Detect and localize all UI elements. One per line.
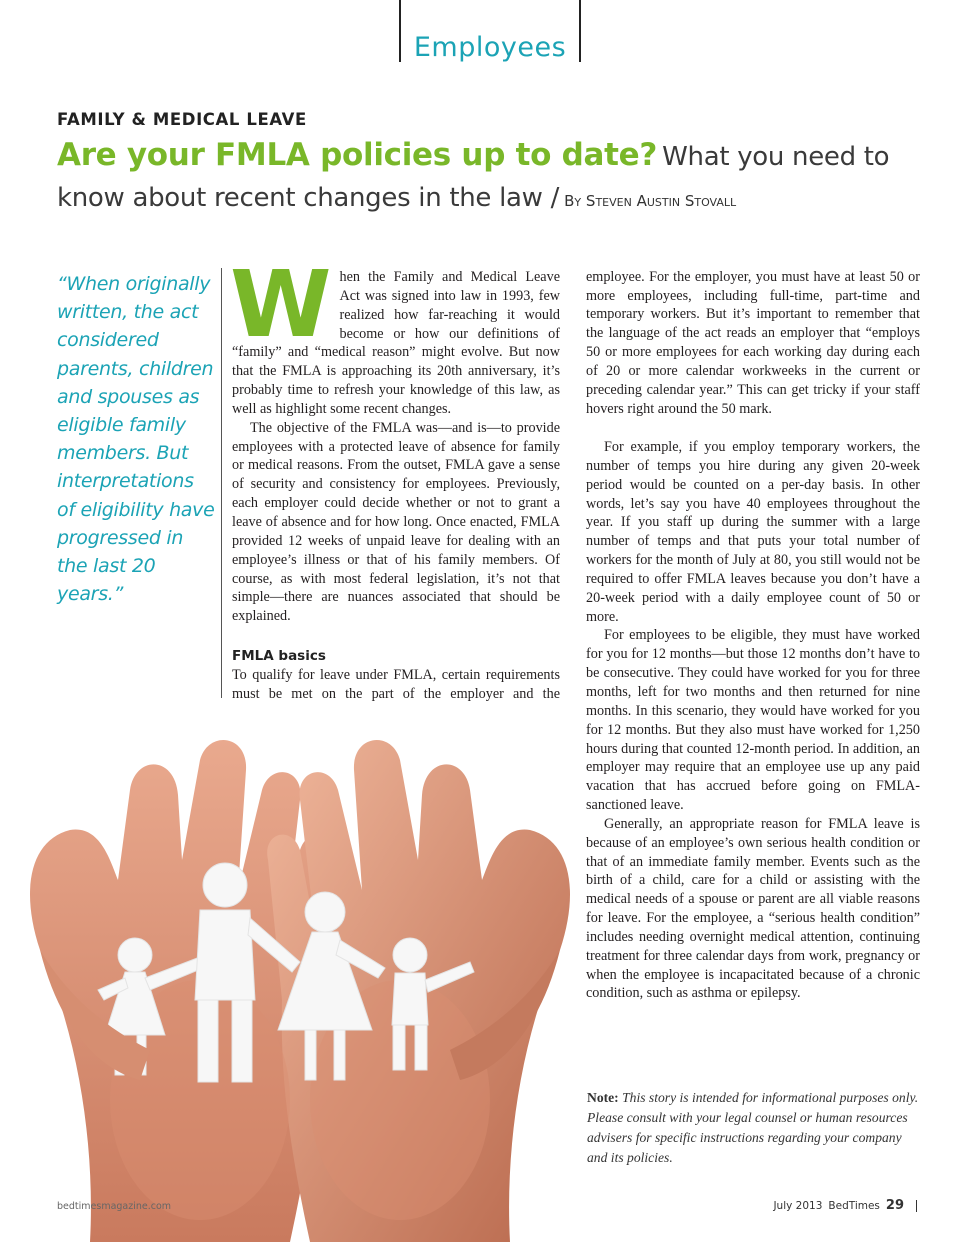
editor-note xyxy=(587,1088,922,1168)
drop-cap: W xyxy=(230,251,332,358)
pull-quote: “When originally written, the act considered parents, children and spouses as eligible family members. But interpretations of eligibility have progressed in the last 20 years.” xyxy=(57,273,215,606)
footer-issue: July 2013 xyxy=(773,1200,823,1212)
paragraph: For example, if you employ temporary workers, the number of temps you hire during any given 20-week period would be counted on a per-day basis. In other words, let’s say you have 40 employees throughout the year. If you staff up during the summer with a large number of temps and that puts your total number of workers for the month of July at 80, you still would not be required to offer FMLA leaves because you don’t have a 20-week period with a daily employee count of 50 or more. xyxy=(586,439,920,625)
headline-title: Are your FMLA policies up to date? xyxy=(57,137,658,173)
page-number: 29 xyxy=(885,1198,904,1213)
page-footer xyxy=(773,1198,917,1213)
column-divider xyxy=(221,268,222,698)
paragraph: The objective of the FMLA was—and is—to provide employees with a protected leave of absence for family or medical reasons. From the outset, FMLA gave a sense of security and consistency for employees. Previously, each employer could decide whether or not to grant a leave of absence and for how long. Once enacted, FMLA provided 12 weeks of unpaid leave for dealing with an employee’s illness or that of his family members. Of course, as with most federal legislation, it’s not that simple—there are nuances associated that should be explained. xyxy=(232,419,560,625)
article-column-2 xyxy=(586,268,920,1003)
note-label: Note: xyxy=(587,1090,619,1105)
hands-family-illustration xyxy=(0,700,600,1242)
subhead: FMLA basics xyxy=(232,648,326,665)
section-label: Employees xyxy=(413,32,567,63)
paragraph: Generally, an appropriate reason for FMLA leave is because of an employee’s own serious health condition or that of an immediate family member. Events such as the birth of a child, care for a child or assisting with the medical needs of a spouse or parent are all viable reasons for leave. For the employee, a “serious health condition” includes needing overnight medical attention, continuing treatment for three calendar days from work, pregnancy or when the employee is incapacitated because of a chronic condition, such as asthma or epilepsy. xyxy=(586,815,920,1002)
footer-magazine: BedTimes xyxy=(828,1200,880,1212)
headline xyxy=(57,136,917,221)
kicker: FAMILY & MEDICAL LEAVE xyxy=(57,110,307,129)
byline: By Steven Austin Stovall xyxy=(564,192,737,210)
headline-deck: What you need to know about recent changes in the law / xyxy=(57,142,890,213)
paragraph-continued-text: employee. For the employer, you must have at least 50 or more employees, including full-time, part-time and temporary workers. But it’s important to remember that the language of the act reads an employer that “employs 50 or more employees for each working day during each of 20 or more calendar workweeks in the current or preceding calendar year.” This can get tricky if your staff hovers right around the 50 mark. xyxy=(586,268,920,417)
paragraph-continued xyxy=(586,268,920,438)
paragraph-intro-text: hen the Family and Medical Leave Act was signed into law in 1993, few realized how far-reaching it would become or how our definitions of “family” and “medical reason” might evolve. But now that the FMLA is approaching its 20th anniversary, it’s probably time to refresh your knowledge of this law, as well as highlight some recent changes. xyxy=(232,269,560,417)
note-text: This story is intended for informational purposes only. Please consult with your legal counsel or human resources advisers for specific instructions regarding your company and its policies. xyxy=(587,1090,919,1165)
paragraph-intro xyxy=(230,251,560,419)
footer-website: bedtimesmagazine.com xyxy=(57,1201,172,1212)
paragraph: For employees to be eligible, they must have worked for you for 12 months—but those 12 months don’t have to be consecutive. They could have worked for you for three months, left for two months and then returned for nine months. In this scenario, they would have worked for you for 12 months. But they also must have worked for 1,250 hours during that counted 12-month period. In addition, an employer may require that an employee use up any paid vacation that has accrued before going on FMLA-sanctioned leave. xyxy=(586,627,920,814)
paragraph: To qualify for leave under FMLA, certain requirements must be met on the part of the employer and the xyxy=(232,667,560,702)
article-column-1 xyxy=(230,251,560,704)
footer-bar xyxy=(916,1200,917,1212)
section-tab xyxy=(399,0,581,62)
